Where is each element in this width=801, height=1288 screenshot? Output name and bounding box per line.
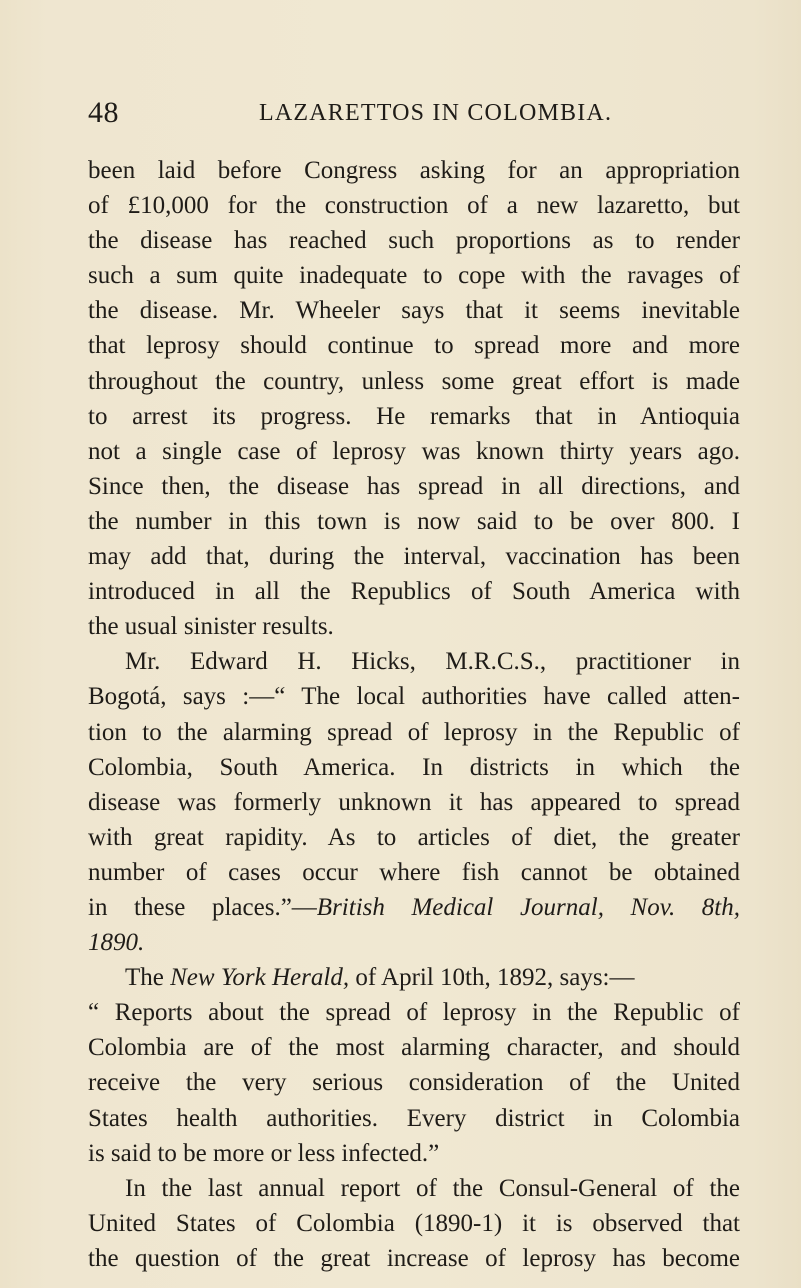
text-line: with great rapidity. As to articles of diet, the greater xyxy=(88,823,740,851)
citation-source: British Medical Journal, Nov. 8th, xyxy=(316,893,740,921)
text-line: Bogotá, says :—“ The local authorities have called atten- xyxy=(88,683,740,711)
citation-lead-text: in these places.”— xyxy=(88,893,317,921)
text-line: In the last annual report of the Consul-General of the xyxy=(125,1174,740,1202)
text-line: the disease. Mr. Wheeler says that it seems inevitable xyxy=(88,297,740,325)
text-line: throughout the country, unless some great effort is made xyxy=(88,367,740,395)
page-number: 48 xyxy=(88,96,119,129)
text-line: States health authorities. Every district in Colombia xyxy=(88,1104,740,1132)
text-line: disease was formerly unknown it has appeared to spread xyxy=(88,788,740,816)
text-line: the usual sinister results. xyxy=(88,613,334,641)
text-line: the disease has reached such proportions as to render xyxy=(88,227,740,255)
text-line: is said to be more or less infected.” xyxy=(88,1139,440,1167)
text-line: tion to the alarming spread of leprosy in the Republic of xyxy=(88,718,740,746)
text-line: Colombia, South America. In districts in which the xyxy=(88,753,740,781)
text-line: the number in this town is now said to be over 800. I xyxy=(88,507,740,535)
text-line: that leprosy should continue to spread more and more xyxy=(88,332,740,360)
citation-line xyxy=(88,925,740,960)
text-line: to arrest its progress. He remarks that in Antioquia xyxy=(88,402,740,430)
text-line: such a sum quite inadequate to cope with the ravages of xyxy=(88,262,740,290)
citation-line xyxy=(88,890,740,925)
text-line: receive the very serious consideration of the United xyxy=(88,1069,740,1097)
text-line: not a single case of leprosy was known thirty years ago. xyxy=(88,437,740,465)
herald-trail-text: of April 10th, 1892, says:— xyxy=(349,964,635,992)
text-line: number of cases occur where fish cannot be obtained xyxy=(88,858,740,886)
text-line: of £10,000 for the construction of a new lazaretto, but xyxy=(88,192,740,220)
citation-year: 1890. xyxy=(88,929,145,957)
text-line: introduced in all the Republics of South America with xyxy=(88,578,740,606)
text-line: been laid before Congress asking for an appropriation xyxy=(88,157,740,184)
herald-lead-text: The xyxy=(125,964,171,992)
text-line: the question of the great increase of leprosy has become xyxy=(88,1244,740,1272)
text-line: United States of Colombia (1890-1) it is observed that xyxy=(88,1209,740,1237)
text-line: Since then, the disease has spread in all directions, and xyxy=(88,472,740,500)
newspaper-title: New York Herald, xyxy=(170,964,350,992)
text-line: Mr. Edward H. Hicks, M.R.C.S., practitioner in xyxy=(125,648,740,676)
running-head xyxy=(88,96,748,136)
body-text xyxy=(88,153,740,1276)
text-line: “ Reports about the spread of leprosy in the Republic of xyxy=(88,999,740,1027)
running-title: LAZARETTOS IN COLOMBIA. xyxy=(259,100,613,126)
text-line: may add that, during the interval, vaccination has been xyxy=(88,543,740,571)
text-line: Colombia are of the most alarming character, and should xyxy=(88,1034,740,1062)
herald-intro-line xyxy=(88,960,740,995)
